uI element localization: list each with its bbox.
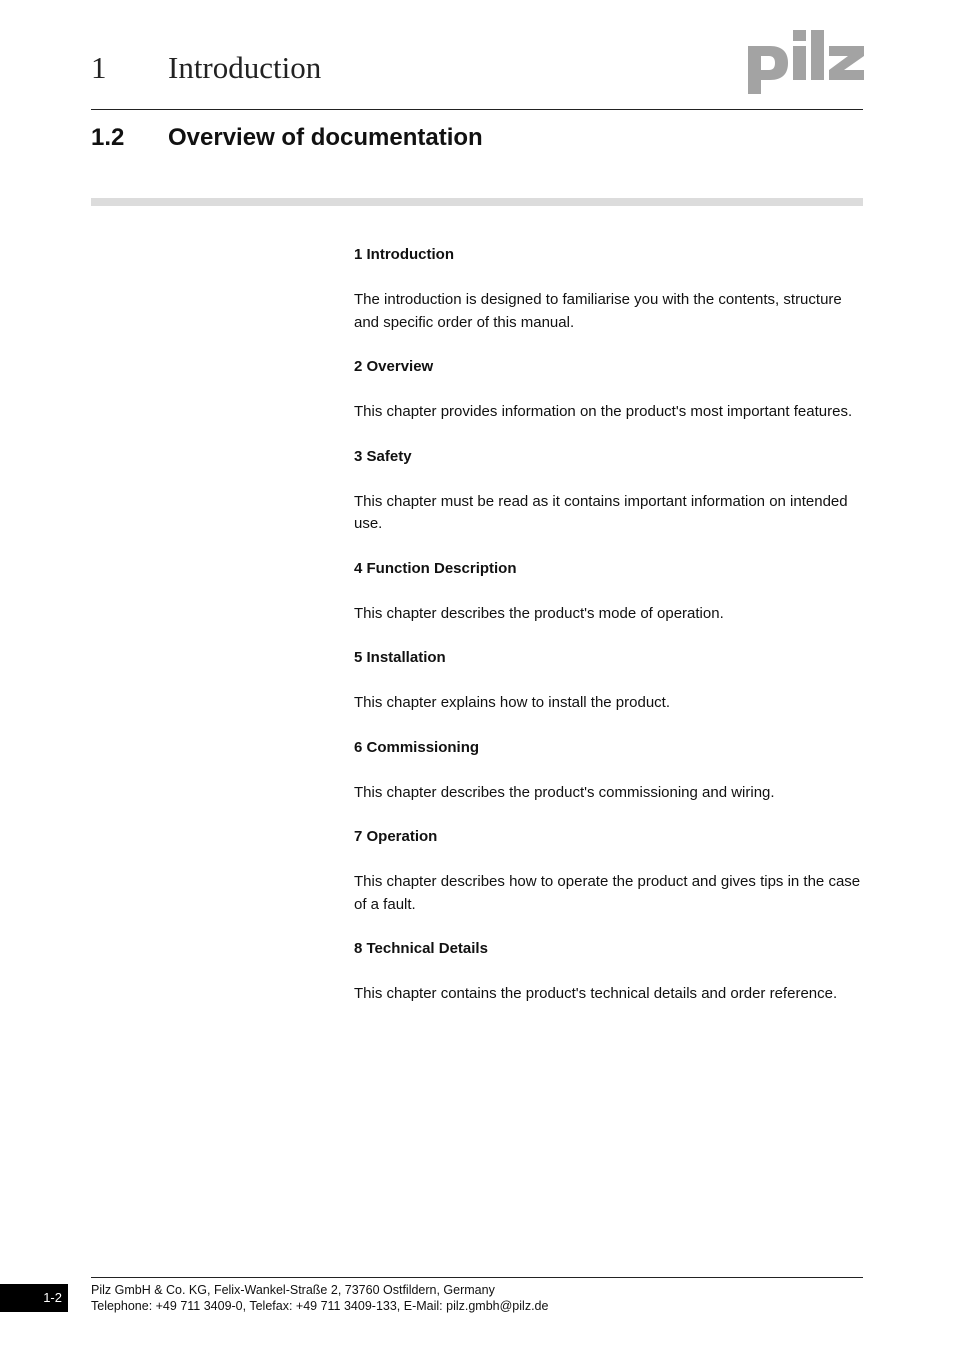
chapter-description: This chapter provides information on the product's most important features. [354, 403, 853, 420]
chapter-item [354, 826, 864, 916]
chapter-heading: 7 Operation [354, 828, 438, 845]
chapter-heading: 1 Introduction [354, 246, 454, 263]
chapter-heading: 3 Safety [354, 447, 412, 465]
chapter-title: Introduction [168, 50, 322, 85]
chapter-heading: 6 Commissioning [354, 738, 480, 756]
chapter-item [354, 356, 864, 424]
chapter-number: 1 [91, 50, 107, 85]
footer-address: Pilz GmbH & Co. KG, Felix-Wankel-Straße 2, 73760 Ostfildern, Germany [91, 1283, 495, 1297]
section-title: Overview of documentation [168, 124, 483, 151]
chapter-item [354, 647, 864, 715]
chapter-description: This chapter describes how to operate the product and gives tips in the case of a fault. [354, 873, 861, 913]
chapter-item [354, 446, 864, 536]
chapter-description: This chapter contains the product's technical details and order reference. [354, 985, 838, 1002]
pilz-logo [748, 30, 864, 94]
chapter-description: This chapter explains how to install the product. [354, 694, 671, 711]
chapter-item [354, 558, 864, 626]
chapter-item [354, 938, 864, 1006]
chapter-description: This chapter describes the product's commissioning and wiring. [354, 783, 775, 801]
page-number: 1-2 [0, 1284, 68, 1312]
chapter-heading: 2 Overview [354, 358, 434, 375]
chapter-description: This chapter must be read as it contains important information on intended use. [354, 492, 848, 532]
footer-contact: Telephone: +49 711 3409-0, Telefax: +49 711 3409-133, E-Mail: pilz.gmbh@pilz.de [91, 1299, 549, 1313]
chapter-heading: 8 Technical Details [354, 940, 488, 957]
chapter-description: The introduction is designed to familiarise you with the contents, structure and specific order of this manual. [354, 291, 842, 331]
chapter-item [354, 737, 864, 805]
chapter-heading: 5 Installation [354, 649, 446, 666]
section-divider-bar [91, 198, 863, 206]
chapter-item [354, 244, 864, 334]
header-rule [91, 109, 863, 110]
section-number: 1.2 [91, 124, 125, 151]
chapter-description: This chapter describes the product's mode of operation. [354, 604, 724, 622]
chapter-heading: 4 Function Description [354, 559, 517, 577]
chapter-list [354, 244, 864, 1028]
footer-rule [91, 1277, 863, 1278]
